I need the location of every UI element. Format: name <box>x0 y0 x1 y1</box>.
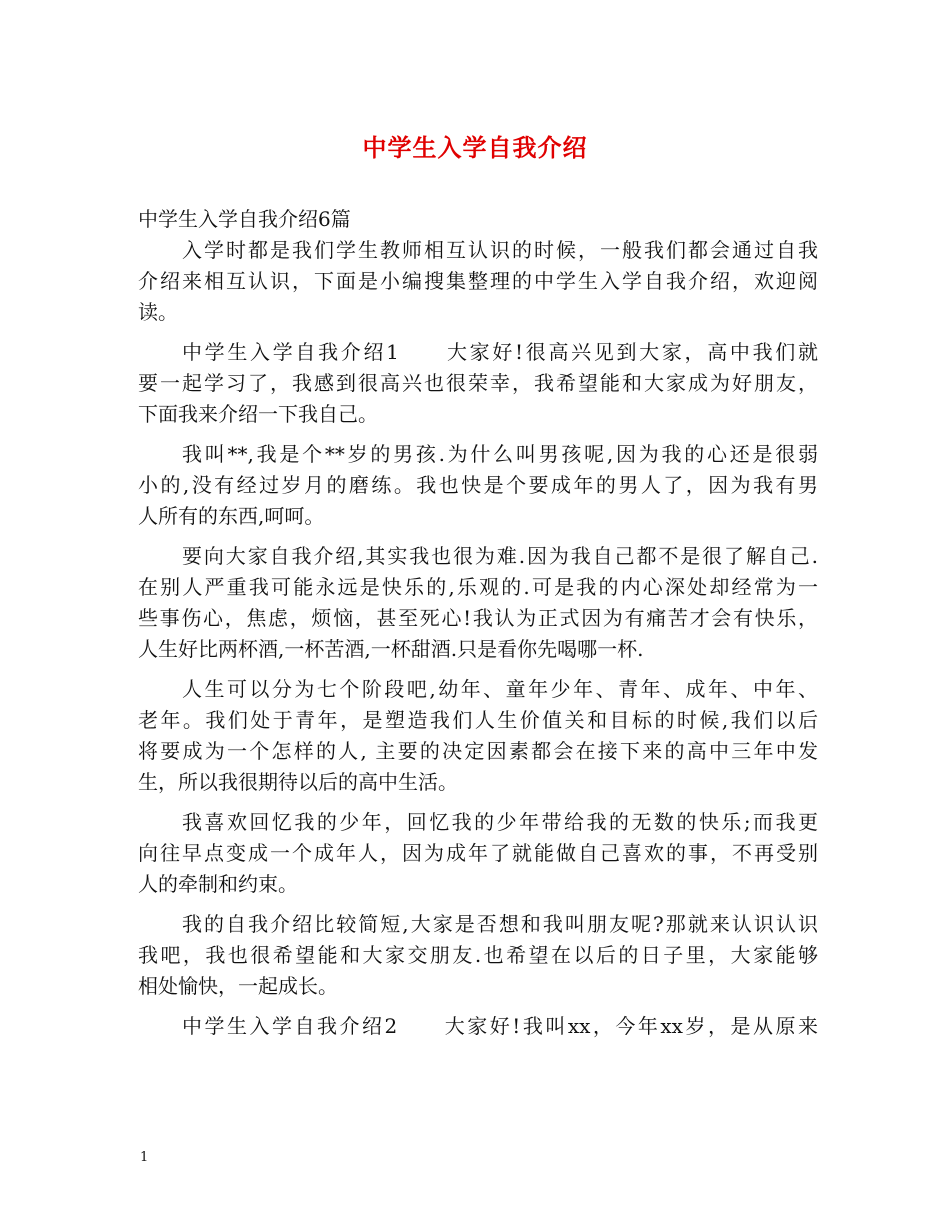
text-line: 我喜欢回忆我的少年，回忆我的少年带给我的无数的快乐;而我更 <box>182 810 818 834</box>
text-line: 在别人严重我可能永远是快乐的,乐观的.可是我的内心深处却经常为一 <box>138 575 818 599</box>
text-line: 入学时都是我们学生教师相互认识的时候，一般我们都会通过自我 <box>182 238 818 262</box>
text-line: 中学生入学自我介绍2 大家好!我叫xx，今年xx岁，是从原来 <box>182 1014 818 1038</box>
text-line: 中学生入学自我介绍1 大家好!很高兴见到大家，高中我们就 <box>182 340 818 364</box>
text-line: 中学生入学自我介绍6篇 <box>138 207 351 231</box>
text-line: 人所有的东西,呵呵。 <box>138 504 325 528</box>
page-number: 1 <box>140 1150 149 1165</box>
text-line: 小的,没有经过岁月的磨练。我也快是个要成年的男人了，因为我有男 <box>138 473 818 497</box>
text-line: 些事伤心，焦虑，烦恼，甚至死心!我认为正式因为有痛苦才会有快乐， <box>138 606 818 630</box>
document-body <box>138 204 818 1042</box>
text-line: 将要成为一个怎样的人, 主要的决定因素都会在接下来的高中三年中发 <box>138 739 818 763</box>
text-line: 介绍来相互认识，下面是小编搜集整理的中学生入学自我介绍，欢迎阅 <box>138 269 818 293</box>
text-line: 读。 <box>138 300 178 324</box>
text-line: 人生可以分为七个阶段吧,幼年、童年少年、青年、成年、中年、 <box>182 677 818 701</box>
text-line: 我吧，我也很希望能和大家交朋友.也希望在以后的日子里，大家能够 <box>138 943 818 967</box>
text-line: 人的牵制和约束。 <box>138 872 298 896</box>
text-line: 下面我来介绍一下我自己。 <box>138 402 378 426</box>
text-line: 人生好比两杯酒,一杯苦酒,一杯甜酒.只是看你先喝哪一杯. <box>138 637 644 661</box>
text-line: 向往早点变成一个成年人，因为成年了就能做自己喜欢的事，不再受别 <box>138 841 818 865</box>
text-line: 生，所以我很期待以后的高中生活。 <box>138 770 458 794</box>
text-line: 老年。我们处于青年，是塑造我们人生价值关和目标的时候,我们以后 <box>138 708 818 732</box>
document-title: 中学生入学自我介绍 <box>362 133 588 162</box>
text-line: 相处愉快，一起成长。 <box>138 974 338 998</box>
text-line: 要向大家自我介绍,其实我也很为难.因为我自己都不是很了解自己. <box>182 544 818 568</box>
text-line: 要一起学习了，我感到很高兴也很荣幸，我希望能和大家成为好朋友， <box>138 371 818 395</box>
text-line: 我的自我介绍比较简短,大家是否想和我叫朋友呢?那就来认识认识 <box>182 912 818 936</box>
text-line: 我叫**,我是个**岁的男孩.为什么叫男孩呢,因为我的心还是很弱 <box>182 442 818 466</box>
